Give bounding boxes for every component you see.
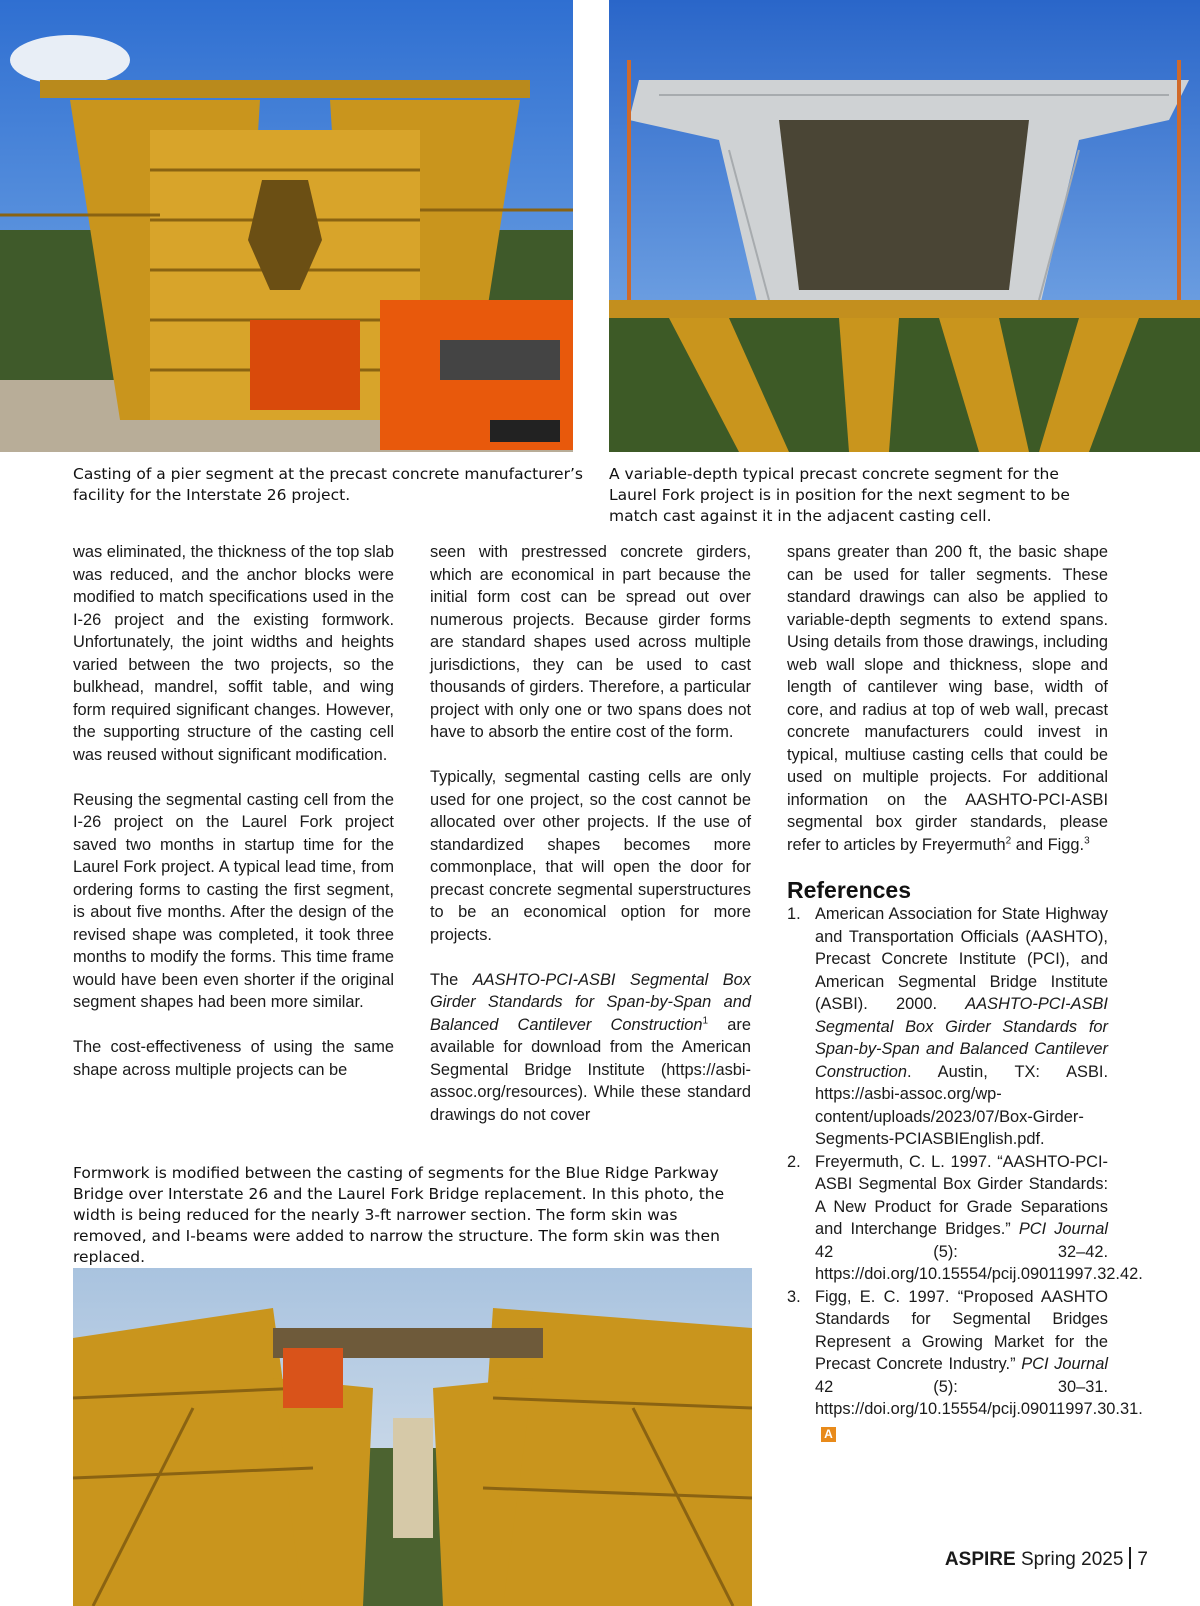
footer-divider — [1129, 1547, 1131, 1569]
standards-title: AASHTO-PCI-ASBI Segmental Box Girder Standards for Span-by-Span and Balanced Cantilever Construction — [430, 970, 751, 1034]
photo-pier-segment-casting — [0, 0, 573, 452]
paragraph: The cost-effectiveness of using the same shape across multiple projects can be — [73, 1038, 394, 1079]
body-column-3 — [787, 541, 1143, 1443]
issue-label: Spring 2025 — [1020, 1549, 1124, 1570]
body-column-1 — [73, 541, 394, 1081]
caption-pier-segment: Casting of a pier segment at the precast concrete manufacturer’s facility for the Interstate 26 project. — [73, 465, 583, 504]
paragraph: Reusing the segmental casting cell from the I-26 project on the Laurel Fork project saved two months in startup time for the Laurel Fork project. A typical lead time, from ordering forms to casting the first segment, is about five months. After the design of the revised shape was completed, it took three months to modify the forms. This time frame would have been even shorter if the original segment shapes had been more similar. — [73, 790, 394, 1011]
reference-item: 1. American Association for State Highway and Transportation Officials (AASHTO), Precast Concrete Institute (PCI), and American Segmental Bridge Institute (ASBI). 2000. AASHTO-PCI-ASBI Segmental Box Girder Standards for Span-by-Span and Balanced Cantilever Construction. Austin, TX: ASBI. https://asbi-assoc.org/wp-content/uploads/2023/07/Box-Girder-Segments-PCIASBIEnglish.pdf. — [787, 905, 1108, 1148]
page-footer — [945, 1547, 1148, 1571]
caption-formwork-modified: Formwork is modified between the casting of segments for the Blue Ridge Parkway Bridge over Interstate 26 and the Laurel Fork Bridge replacement. In this photo, the width is being reduced for the nearly 3-ft narrower section. The form skin was removed, and I-beams were added to narrow the structure. The form skin was then replaced. — [73, 1164, 725, 1266]
magazine-name: ASPIRE — [944, 1549, 1016, 1570]
caption-variable-depth-segment: A variable-depth typical precast concrete segment for the Laurel Fork project is in position for the next segment to be match cast against it in the adjacent casting cell. — [609, 465, 1070, 525]
photo-formwork-modification — [73, 1268, 752, 1606]
reference-item: 2. Freyermuth, C. L. 1997. “AASHTO-PCI-ASBI Segmental Box Girder Standards: A New Product for Grade Separations and Interchange Bridges.” PCI Journal 42 (5): 32–42. https://doi.org/10.15554/pcij.09011997.32.42. — [787, 1152, 1143, 1283]
paragraph: seen with prestressed concrete girders, which are economical in part because the initial form cost can be spread out over numerous projects. Because girder forms are standard shapes used across multiple jurisdictions, they can be used to cast thousands of girders. Therefore, a particular project with only one or two spans does not have to absorb the entire cost of the form. — [430, 543, 751, 741]
paragraph: was eliminated, the thickness of the top slab was reduced, and the anchor blocks were modified to match specifications used in the I-26 project and the existing formwork. Unfortunately, the joint widths and heights varied between the two projects, so the bulkhead, mandrel, soffit table, and wing form required significant changes. However, the supporting structure of the casting cell was reused without significant modification. — [73, 543, 394, 764]
paragraph: spans greater than 200 ft, the basic shape can be used for taller segments. These standard drawings can also be applied to variable-depth segments to extend spans. Using details from those drawings, including web wall slope and thickness, slope and length of cantilever wing base, width of core, and radius at top of web wall, precast concrete manufacturers could invest in typical, multiuse casting cells that could be used on multiple projects. For additional information on the AASHTO-PCI-ASBI segmental box girder standards, please refer to articles by Freyermuth$^2$ and Figg.$^3$ — [787, 543, 1108, 854]
references-heading: References — [787, 876, 912, 903]
references-list — [787, 903, 1143, 1443]
page-number: 7 — [1137, 1549, 1148, 1570]
paragraph: Typically, segmental casting cells are only used for one project, so the cost cannot be allocated over other projects. If the use of standardized shapes becomes more commonplace, that will open the door for precast concrete segmental superstructures to be an economical option for more projects. — [430, 768, 751, 944]
photo-variable-depth-segment — [609, 0, 1200, 452]
reference-item: 3. Figg, E. C. 1997. “Proposed AASHTO Standards for Segmental Bridges Represent a Growing Market for the Precast Concrete Industry.” PCI Journal 42 (5): 30–31. https://doi.org/10.15554/pcij.09011997.30.31.A — [787, 1287, 1143, 1441]
paragraph: The AASHTO-PCI-ASBI Segmental Box Girder Standards for Span-by-Span and Balanced Cantilever Construction$^1$ are available for download from the American Segmental Bridge Institute (https://asbi-assoc.org/resources). While these standard drawings do not cover — [430, 970, 751, 1124]
end-of-article-icon: A — [821, 1427, 836, 1442]
body-column-2 — [430, 541, 751, 1126]
